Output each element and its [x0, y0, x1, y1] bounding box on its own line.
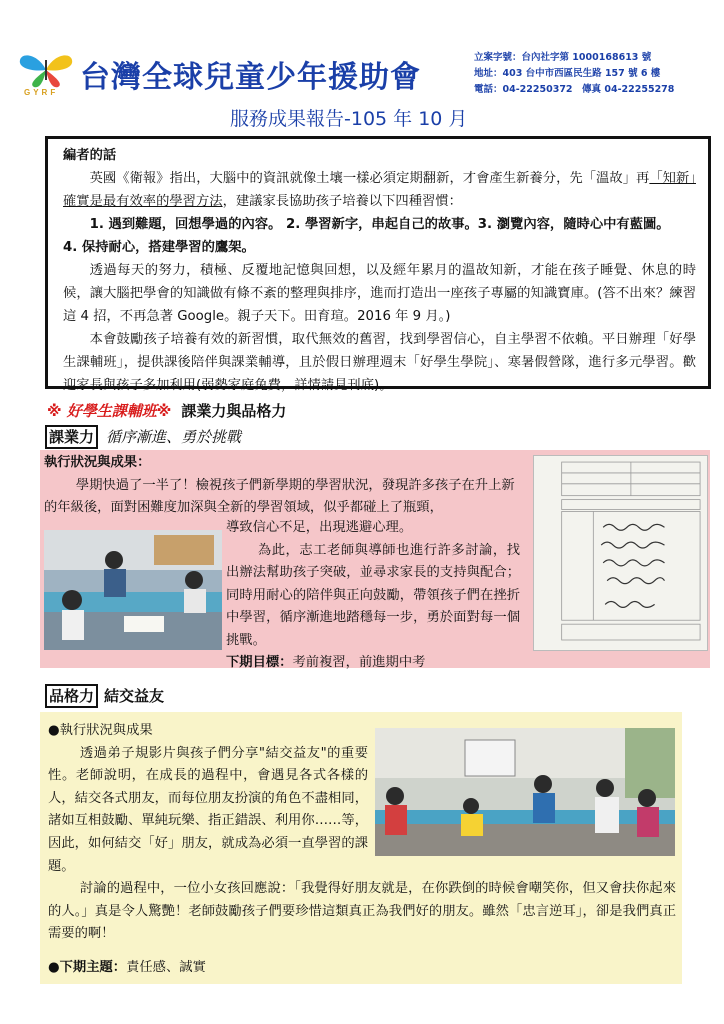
editor-note-para2: 透過每天的努力，積極、反覆地記憶與回想，以及經年累月的溫故知新，才能在孩子睡覺、休息的時候，讓大腦把學會的知識做有條不紊的整理與排序，進而打造出一座孩子專屬的知識寶庫。(答不出來？練習這 4 招，不再急著 Google。親子天下。田育瑄。2016 年 9 月。): [63, 263, 696, 324]
contact-info: [474, 50, 674, 98]
section-subtitle: 課業力與品格力: [181, 402, 287, 420]
organization-title: 台灣全球兒童少年援助會: [80, 60, 421, 95]
butterfly-logo-icon: [16, 50, 76, 90]
worksheet-photo: [533, 455, 708, 651]
academic-right-line: 導致信心不足，出現逃避心理。: [226, 520, 413, 535]
habits-line-2: 4. 保持耐心，搭建學習的鷹架。: [63, 240, 255, 255]
academic-text-right: [226, 517, 520, 652]
academic-text-top: [44, 452, 520, 520]
character-heading: [45, 684, 164, 708]
academic-heading: [45, 425, 241, 449]
address: 地址：403 台中市西區民生路 157 號 6 樓: [474, 68, 661, 79]
character-name: 結交益友: [104, 687, 165, 705]
phone-fax: 電話：04-22250372 傳真 04-22255278: [474, 84, 675, 95]
goal-text: 考前複習，前進期中考: [292, 655, 426, 670]
registration-number: 立案字號：台內社字第 1000168613 號: [474, 52, 652, 63]
editor-note-para3: 本會鼓勵孩子培養有效的新習慣，取代無效的舊習，找到學習信心，自主學習不依賴。平日辦理「好學生課輔班」，提供課後陪伴與課業輔導，且於假日辦理週末「好學生學院」、寒暑假營隊，進行多元學習。歡迎家長與孩子多加利用(弱勢家庭免費，詳情請見刊底)。: [63, 332, 696, 393]
goal-label: 下期目標：: [226, 655, 293, 670]
section-heading: [47, 400, 286, 421]
character-panel-heading: ●執行狀況與成果: [48, 723, 153, 738]
character-tag: 品格力: [45, 684, 98, 708]
character-next-topic: [48, 956, 206, 975]
editor-note-para1: [63, 167, 696, 213]
next-label: ●下期主題：: [48, 960, 127, 975]
character-intro: 透過弟子規影片與孩子們分享"結交益友"的重要性。老師說明，在成長的過程中，會遇見各式各樣的人，結交各式朋友，而每位朋友扮演的角色不盡相同，諸如互相鼓勵、單純玩樂、指正錯誤、利用你……等，因此，如何結交「好」朋友，就成為必須一直學習的課題。: [48, 745, 368, 874]
character-text-wide: [48, 878, 676, 946]
para1-underlined: 「知新」確實是最有效率的學習方法: [63, 171, 696, 209]
habits-line-1: 1. 遇到難題，回想學過的內容。 2. 學習新字，串起自己的故事。3. 瀏覽內容，隨時心中有藍圖。: [89, 217, 670, 232]
para1-text-c: ，建議家長協助孩子培養以下四種習慣：: [222, 194, 462, 209]
character-discussion: 討論的過程中，一位小女孩回應說：「我覺得好朋友就是，在你跌倒的時候會嘲笑你，但又會扶你起來的人。」真是令人驚艷！老師鼓勵孩子們要珍惜這類真正為我們好的朋友。雖然「忠言逆耳」，卻是我們真正需要的啊！: [48, 881, 676, 942]
class-discussion-photo: [375, 728, 675, 856]
next-text: 責任感、誠實: [126, 960, 206, 975]
report-title: 服務成果報告-105 年 10 月: [230, 108, 468, 130]
para1-text-a: 英國《衛報》指出，大腦中的資訊就像土壤一樣必須定期翻新，才會產生新養分，先「溫故」再: [89, 171, 650, 186]
academic-slogan: 循序漸進、勇於挑戰: [106, 428, 242, 446]
logo-text: GYRF: [24, 88, 59, 97]
character-text-left: [48, 720, 368, 878]
academic-panel-heading: 執行狀況與成果：: [44, 455, 151, 470]
academic-tag: 課業力: [45, 425, 98, 449]
section-title: ※ 好學生課輔班※: [47, 402, 172, 420]
academic-goal: [226, 651, 425, 670]
academic-right-para: 為此，志工老師與導師也進行許多討論，找出辦法幫助孩子突破，並尋求家長的支持與配合；同時用耐心的陪伴與正向鼓勵，帶領孩子們在挫折中學習，循序漸進地踏穩每一步，勇於面對每一個挑戰。: [226, 542, 520, 648]
classroom-photo: [44, 530, 222, 650]
academic-intro: 學期快過了一半了！檢視孩子們新學期的學習狀況，發現許多孩子在升上新的年級後，面對困難度加深與全新的學習領域，似乎都碰上了瓶頸，: [44, 477, 515, 515]
editor-note-box: [45, 136, 711, 393]
editor-note-heading: 編者的話: [63, 148, 117, 163]
